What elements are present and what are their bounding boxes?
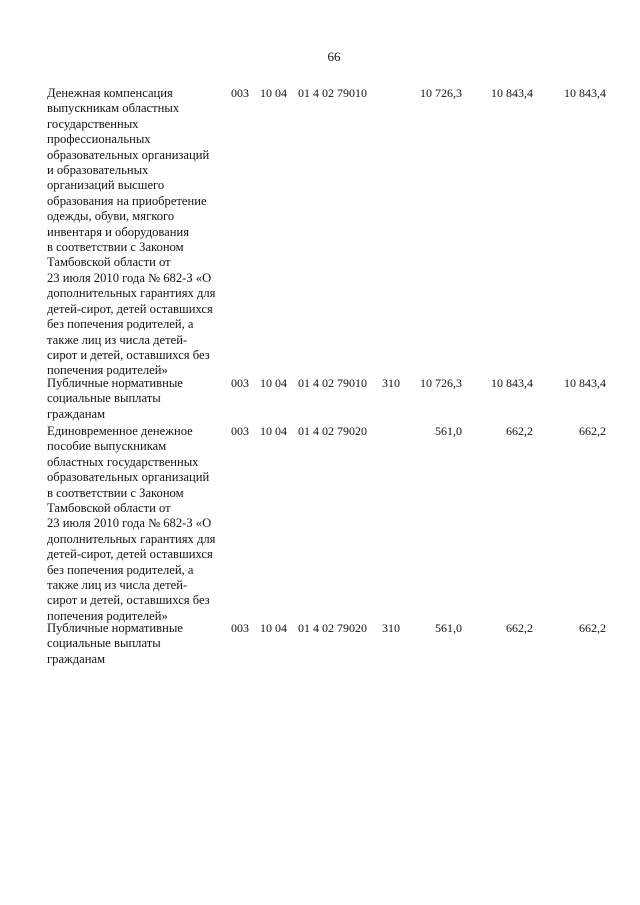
target-article-code: 01 4 02 79020 — [298, 621, 367, 635]
expense-type-code: 310 — [382, 376, 400, 390]
row-description: Публичные нормативные социальные выплаты гражданам — [47, 621, 183, 666]
section-code: 10 04 — [260, 621, 287, 635]
section-code: 10 04 — [260, 424, 287, 438]
amount-year-1: 561,0 — [435, 621, 462, 635]
amount-year-3: 10 843,4 — [564, 86, 606, 100]
ved-code: 003 — [231, 376, 249, 390]
ved-code: 003 — [231, 621, 249, 635]
amount-year-3: 662,2 — [579, 424, 606, 438]
amount-year-2: 662,2 — [506, 424, 533, 438]
target-article-code: 01 4 02 79010 — [298, 376, 367, 390]
section-code: 10 04 — [260, 86, 287, 100]
row-description: Публичные нормативные социальные выплаты гражданам — [47, 376, 183, 421]
row-description: Денежная компенсация выпускникам областных государственных профессиональных образовательных организаций и образовательных организаций высшего образования на приобретение одежды, обуви, мягкого инвентаря и оборудования в соответствии с Законом Тамбовской области от 23 июля 2010 года № 682-З «О дополнительных гарантиях для детей-сирот, детей оставшихся без попечения родителей, а также лиц из числа детей- сирот и детей, оставшихся без попечения родителей» — [47, 86, 216, 378]
ved-code: 003 — [231, 86, 249, 100]
amount-year-2: 10 843,4 — [491, 376, 533, 390]
page-number: 66 — [327, 49, 341, 64]
amount-year-1: 10 726,3 — [420, 86, 462, 100]
row-description: Единовременное денежное пособие выпускникам областных государственных образовательных организаций в соответствии с Законом Тамбовской области от 23 июля 2010 года № 682-З «О дополнительных гарантиях для детей-сирот, детей оставшихся без попечения родителей, а также лиц из числа детей- сирот и детей, оставшихся без попечения родителей» — [47, 424, 216, 623]
section-code: 10 04 — [260, 376, 287, 390]
amount-year-2: 10 843,4 — [491, 86, 533, 100]
amount-year-2: 662,2 — [506, 621, 533, 635]
amount-year-3: 10 843,4 — [564, 376, 606, 390]
target-article-code: 01 4 02 79010 — [298, 86, 367, 100]
target-article-code: 01 4 02 79020 — [298, 424, 367, 438]
amount-year-3: 662,2 — [579, 621, 606, 635]
amount-year-1: 561,0 — [435, 424, 462, 438]
ved-code: 003 — [231, 424, 249, 438]
amount-year-1: 10 726,3 — [420, 376, 462, 390]
expense-type-code: 310 — [382, 621, 400, 635]
